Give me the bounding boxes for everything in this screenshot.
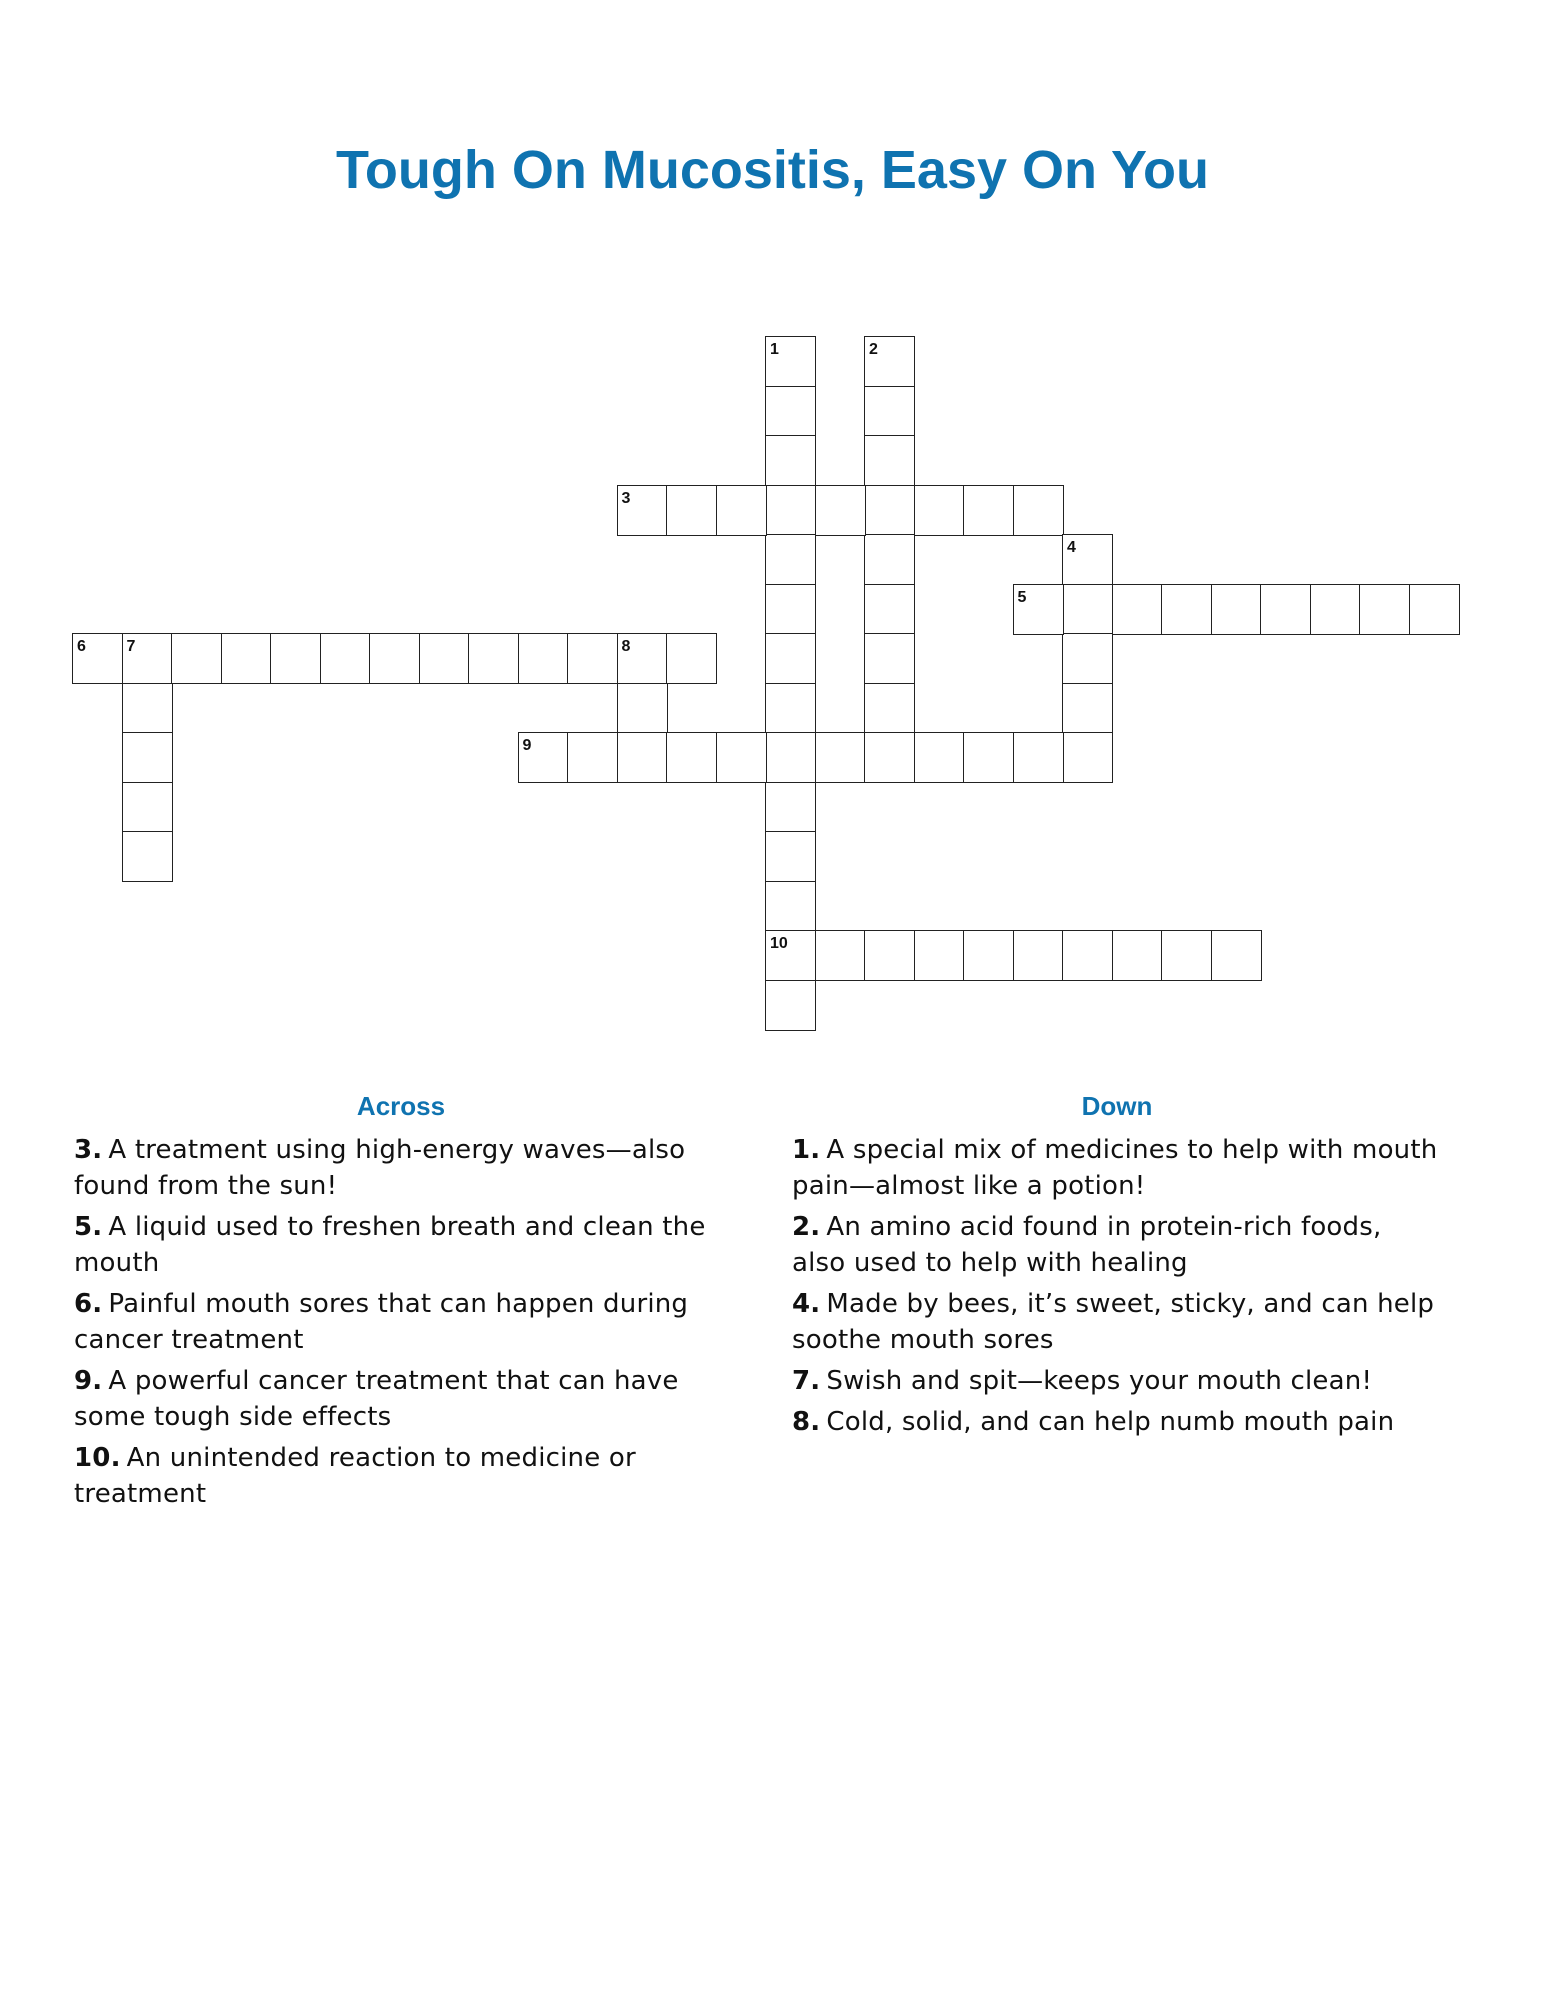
grid-cell[interactable] <box>1013 485 1064 536</box>
grid-cell[interactable] <box>716 732 767 783</box>
clue-down <box>792 1286 1442 1358</box>
clue-number: 6. <box>74 1289 103 1319</box>
grid-cell[interactable] <box>765 881 816 932</box>
grid-cell[interactable] <box>1359 584 1410 635</box>
grid-cell[interactable] <box>567 732 618 783</box>
down-clue-list <box>792 1132 1442 1445</box>
grid-cell[interactable] <box>72 633 123 684</box>
clue-text: A powerful cancer treatment that can have some tough side effects <box>74 1366 679 1432</box>
grid-cell[interactable] <box>1211 584 1262 635</box>
clue-text: Painful mouth sores that can happen during cancer treatment <box>74 1289 689 1355</box>
grid-cell[interactable] <box>765 534 816 585</box>
grid-cell[interactable] <box>963 732 1014 783</box>
grid-cell[interactable] <box>716 485 767 536</box>
grid-cell[interactable] <box>1161 584 1212 635</box>
grid-cell[interactable] <box>765 633 816 684</box>
grid-number: 1 <box>770 341 779 358</box>
grid-cell[interactable] <box>617 633 668 684</box>
grid-cell[interactable] <box>864 584 915 635</box>
clue-across <box>74 1363 724 1435</box>
grid-cell[interactable] <box>468 633 519 684</box>
grid-cell[interactable] <box>1062 534 1113 585</box>
grid-cell[interactable] <box>765 980 816 1031</box>
clue-across <box>74 1440 724 1512</box>
grid-cell[interactable] <box>122 633 173 684</box>
grid-number: 6 <box>77 638 86 655</box>
grid-cell[interactable] <box>666 732 717 783</box>
grid-cell[interactable] <box>666 633 717 684</box>
grid-cell[interactable] <box>518 633 569 684</box>
grid-cell[interactable] <box>815 930 866 981</box>
grid-number: 8 <box>621 638 631 655</box>
grid-cell[interactable] <box>320 633 371 684</box>
grid-cell[interactable] <box>765 782 816 833</box>
page-title: Tough On Mucositis, Easy On You <box>335 140 1210 200</box>
grid-cell[interactable] <box>864 386 915 437</box>
clue-text: Swish and spit—keeps your mouth clean! <box>826 1366 1373 1396</box>
grid-cell[interactable] <box>765 386 816 437</box>
grid-cell[interactable] <box>864 435 915 486</box>
grid-number: 9 <box>522 737 532 754</box>
clue-across <box>74 1209 724 1281</box>
grid-cell[interactable] <box>914 485 965 536</box>
grid-cell[interactable] <box>1013 584 1064 635</box>
grid-cell[interactable] <box>765 683 816 734</box>
grid-cell[interactable] <box>122 683 173 734</box>
grid-cell[interactable] <box>963 485 1014 536</box>
grid-cell[interactable] <box>864 336 915 387</box>
clue-number: 7. <box>792 1366 821 1396</box>
clue-number: 10. <box>74 1443 121 1473</box>
grid-cell[interactable] <box>1013 930 1064 981</box>
grid-cell[interactable] <box>617 732 668 783</box>
grid-cell[interactable] <box>765 336 816 387</box>
grid-cell[interactable] <box>1211 930 1262 981</box>
clue-text: An unintended reaction to medicine or treatment <box>74 1443 636 1509</box>
clue-text: Made by bees, it’s sweet, sticky, and can help soothe mouth sores <box>792 1289 1435 1355</box>
grid-cell[interactable] <box>864 683 915 734</box>
down-heading: Down <box>1081 1091 1153 1121</box>
grid-cell[interactable] <box>1161 930 1212 981</box>
grid-cell[interactable] <box>617 683 668 734</box>
grid-cell[interactable] <box>765 435 816 486</box>
clue-number: 8. <box>792 1407 821 1437</box>
clue-number: 4. <box>792 1289 821 1319</box>
clue-number: 5. <box>74 1212 103 1242</box>
clue-number: 1. <box>792 1135 821 1165</box>
grid-number: 5 <box>1017 588 1027 606</box>
grid-cell[interactable] <box>567 633 618 684</box>
clue-across <box>74 1286 724 1358</box>
grid-cell[interactable] <box>1112 930 1163 981</box>
clue-text: A treatment using high-energy waves—also found from the sun! <box>74 1135 686 1201</box>
clue-text: An amino acid found in protein-rich foods, also used to help with healing <box>792 1212 1382 1278</box>
grid-cell[interactable] <box>864 534 915 585</box>
grid-cell[interactable] <box>1310 584 1361 635</box>
grid-cell[interactable] <box>666 485 717 536</box>
grid-cell[interactable] <box>1260 584 1311 635</box>
clue-number: 2. <box>792 1212 821 1242</box>
across-clue-list <box>74 1132 724 1517</box>
clue-down <box>792 1363 1442 1399</box>
grid-cell[interactable] <box>617 485 668 536</box>
grid-cell[interactable] <box>122 732 173 783</box>
grid-cell[interactable] <box>1112 584 1163 635</box>
grid-cell[interactable] <box>221 633 272 684</box>
clue-number: 9. <box>74 1366 103 1396</box>
grid-cell[interactable] <box>765 831 816 882</box>
grid-cell[interactable] <box>270 633 321 684</box>
grid-cell[interactable] <box>765 732 816 783</box>
grid-cell[interactable] <box>1062 683 1113 734</box>
across-heading: Across <box>356 1091 446 1121</box>
grid-cell[interactable] <box>369 633 420 684</box>
grid-cell[interactable] <box>963 930 1014 981</box>
grid-cell[interactable] <box>815 732 866 783</box>
grid-cell[interactable] <box>122 782 173 833</box>
grid-cell[interactable] <box>765 485 816 536</box>
grid-cell[interactable] <box>864 930 915 981</box>
grid-cell[interactable] <box>1062 732 1113 783</box>
clue-text: A liquid used to freshen breath and clean the mouth <box>74 1212 706 1278</box>
grid-cell[interactable] <box>1013 732 1064 783</box>
clue-number: 3. <box>74 1135 103 1165</box>
grid-cell[interactable] <box>914 732 965 783</box>
clue-text: A special mix of medicines to help with mouth pain—almost like a potion! <box>792 1135 1438 1201</box>
grid-number: 2 <box>869 341 878 358</box>
grid-cell[interactable] <box>122 831 173 882</box>
clue-down <box>792 1132 1442 1204</box>
grid-number: 10 <box>770 935 788 952</box>
grid-cell[interactable] <box>1409 584 1460 635</box>
clue-across <box>74 1132 724 1204</box>
clue-down <box>792 1209 1442 1281</box>
grid-cell[interactable] <box>864 485 915 536</box>
grid-cell[interactable] <box>864 633 915 684</box>
clue-down <box>792 1404 1442 1440</box>
grid-number: 3 <box>621 489 631 507</box>
grid-number: 7 <box>126 638 136 655</box>
grid-cell[interactable] <box>1062 930 1113 981</box>
grid-cell[interactable] <box>419 633 470 684</box>
grid-cell[interactable] <box>765 930 816 981</box>
grid-cell[interactable] <box>815 485 866 536</box>
grid-cell[interactable] <box>1062 633 1113 684</box>
grid-number: 4 <box>1067 539 1076 556</box>
grid-cell[interactable] <box>518 732 569 783</box>
grid-cell[interactable] <box>1062 584 1113 635</box>
clue-text: Cold, solid, and can help numb mouth pain <box>826 1407 1395 1437</box>
grid-cell[interactable] <box>171 633 222 684</box>
grid-cell[interactable] <box>765 584 816 635</box>
grid-cell[interactable] <box>864 732 915 783</box>
grid-cell[interactable] <box>914 930 965 981</box>
